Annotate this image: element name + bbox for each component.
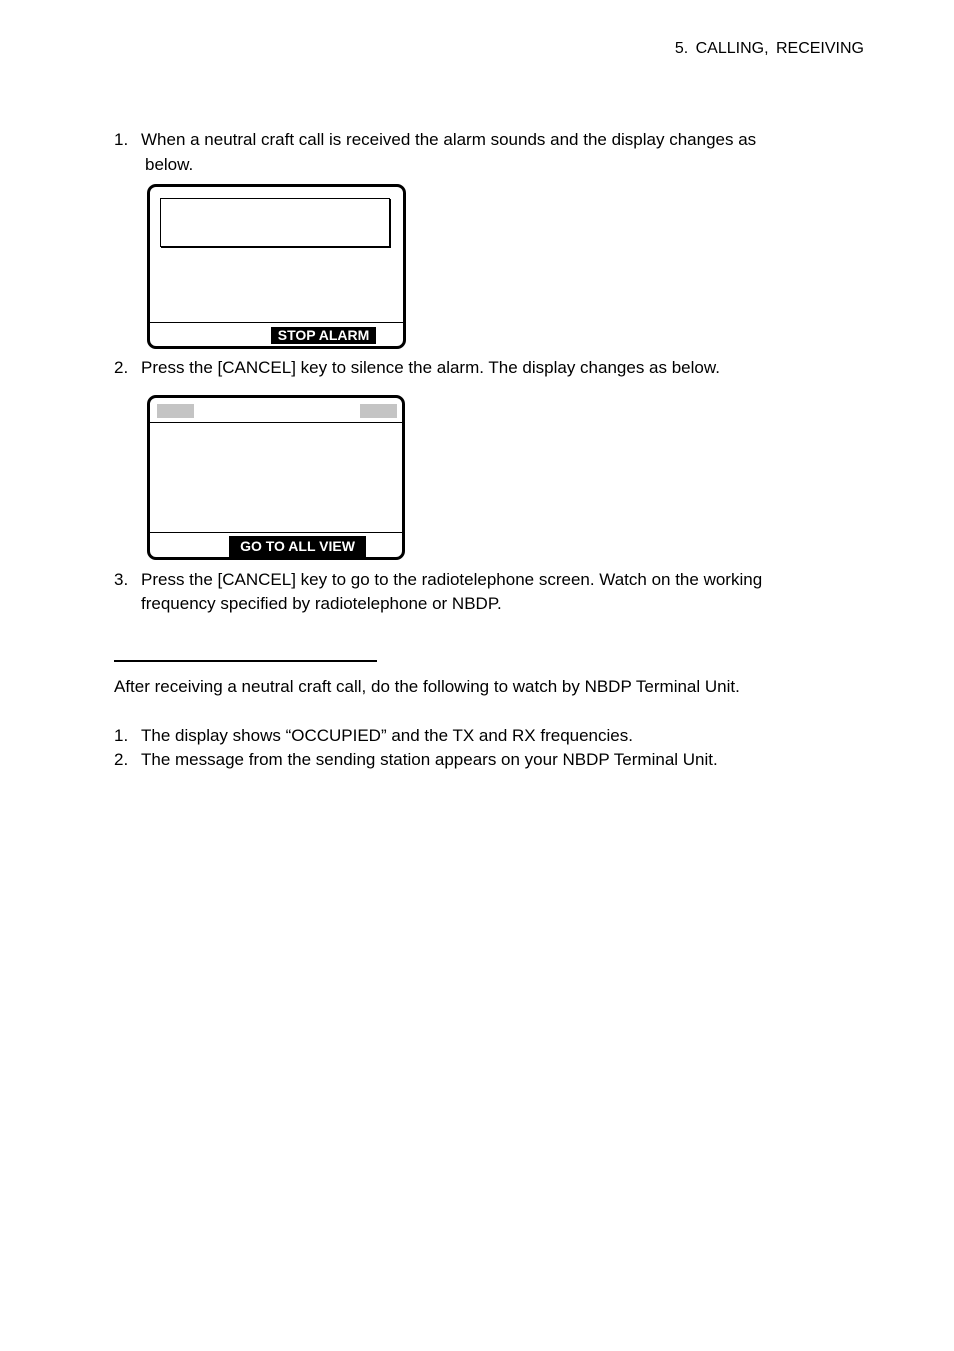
step-number: 2. <box>114 750 129 769</box>
step-number: 2. <box>114 358 129 377</box>
step-text: Press the [CANCEL] key to go to the radiotelephone screen. Watch on the working <box>141 570 763 589</box>
step-text-continued: frequency specified by radiotelephone or NBDP. <box>141 594 502 613</box>
call-display-screen <box>147 395 405 560</box>
step-number: 1. <box>114 130 129 149</box>
step-text: Press the [CANCEL] key to silence the alarm. The display changes as below. <box>141 358 720 377</box>
nbdp-intro-paragraph: After receiving a neutral craft call, do the following to watch by NBDP Terminal Unit. <box>114 677 740 696</box>
softkey-divider <box>150 322 403 323</box>
nbdp-step-text: The message from the sending station appears on your NBDP Terminal Unit. <box>141 750 718 769</box>
nbdp-step-text: The display shows “OCCUPIED” and the TX and RX frequencies. <box>141 726 633 745</box>
step-text-continued: below. <box>145 155 194 174</box>
status-placeholder-right <box>360 404 397 418</box>
softkey-divider <box>150 532 402 533</box>
section-rule <box>114 660 377 662</box>
message-box <box>160 198 390 247</box>
step-number: 3. <box>114 570 129 589</box>
step-text: When a neutral craft call is received the alarm sounds and the display changes as <box>141 130 757 149</box>
go-to-all-view-softkey: GO TO ALL VIEW <box>229 536 366 557</box>
alarm-display-screen <box>147 184 406 349</box>
header-divider <box>150 422 402 423</box>
stop-alarm-softkey: STOP ALARM <box>271 327 376 344</box>
status-placeholder-left <box>157 404 194 418</box>
section-header: 5. CALLING, RECEIVING <box>674 40 864 57</box>
step-number: 1. <box>114 726 129 745</box>
